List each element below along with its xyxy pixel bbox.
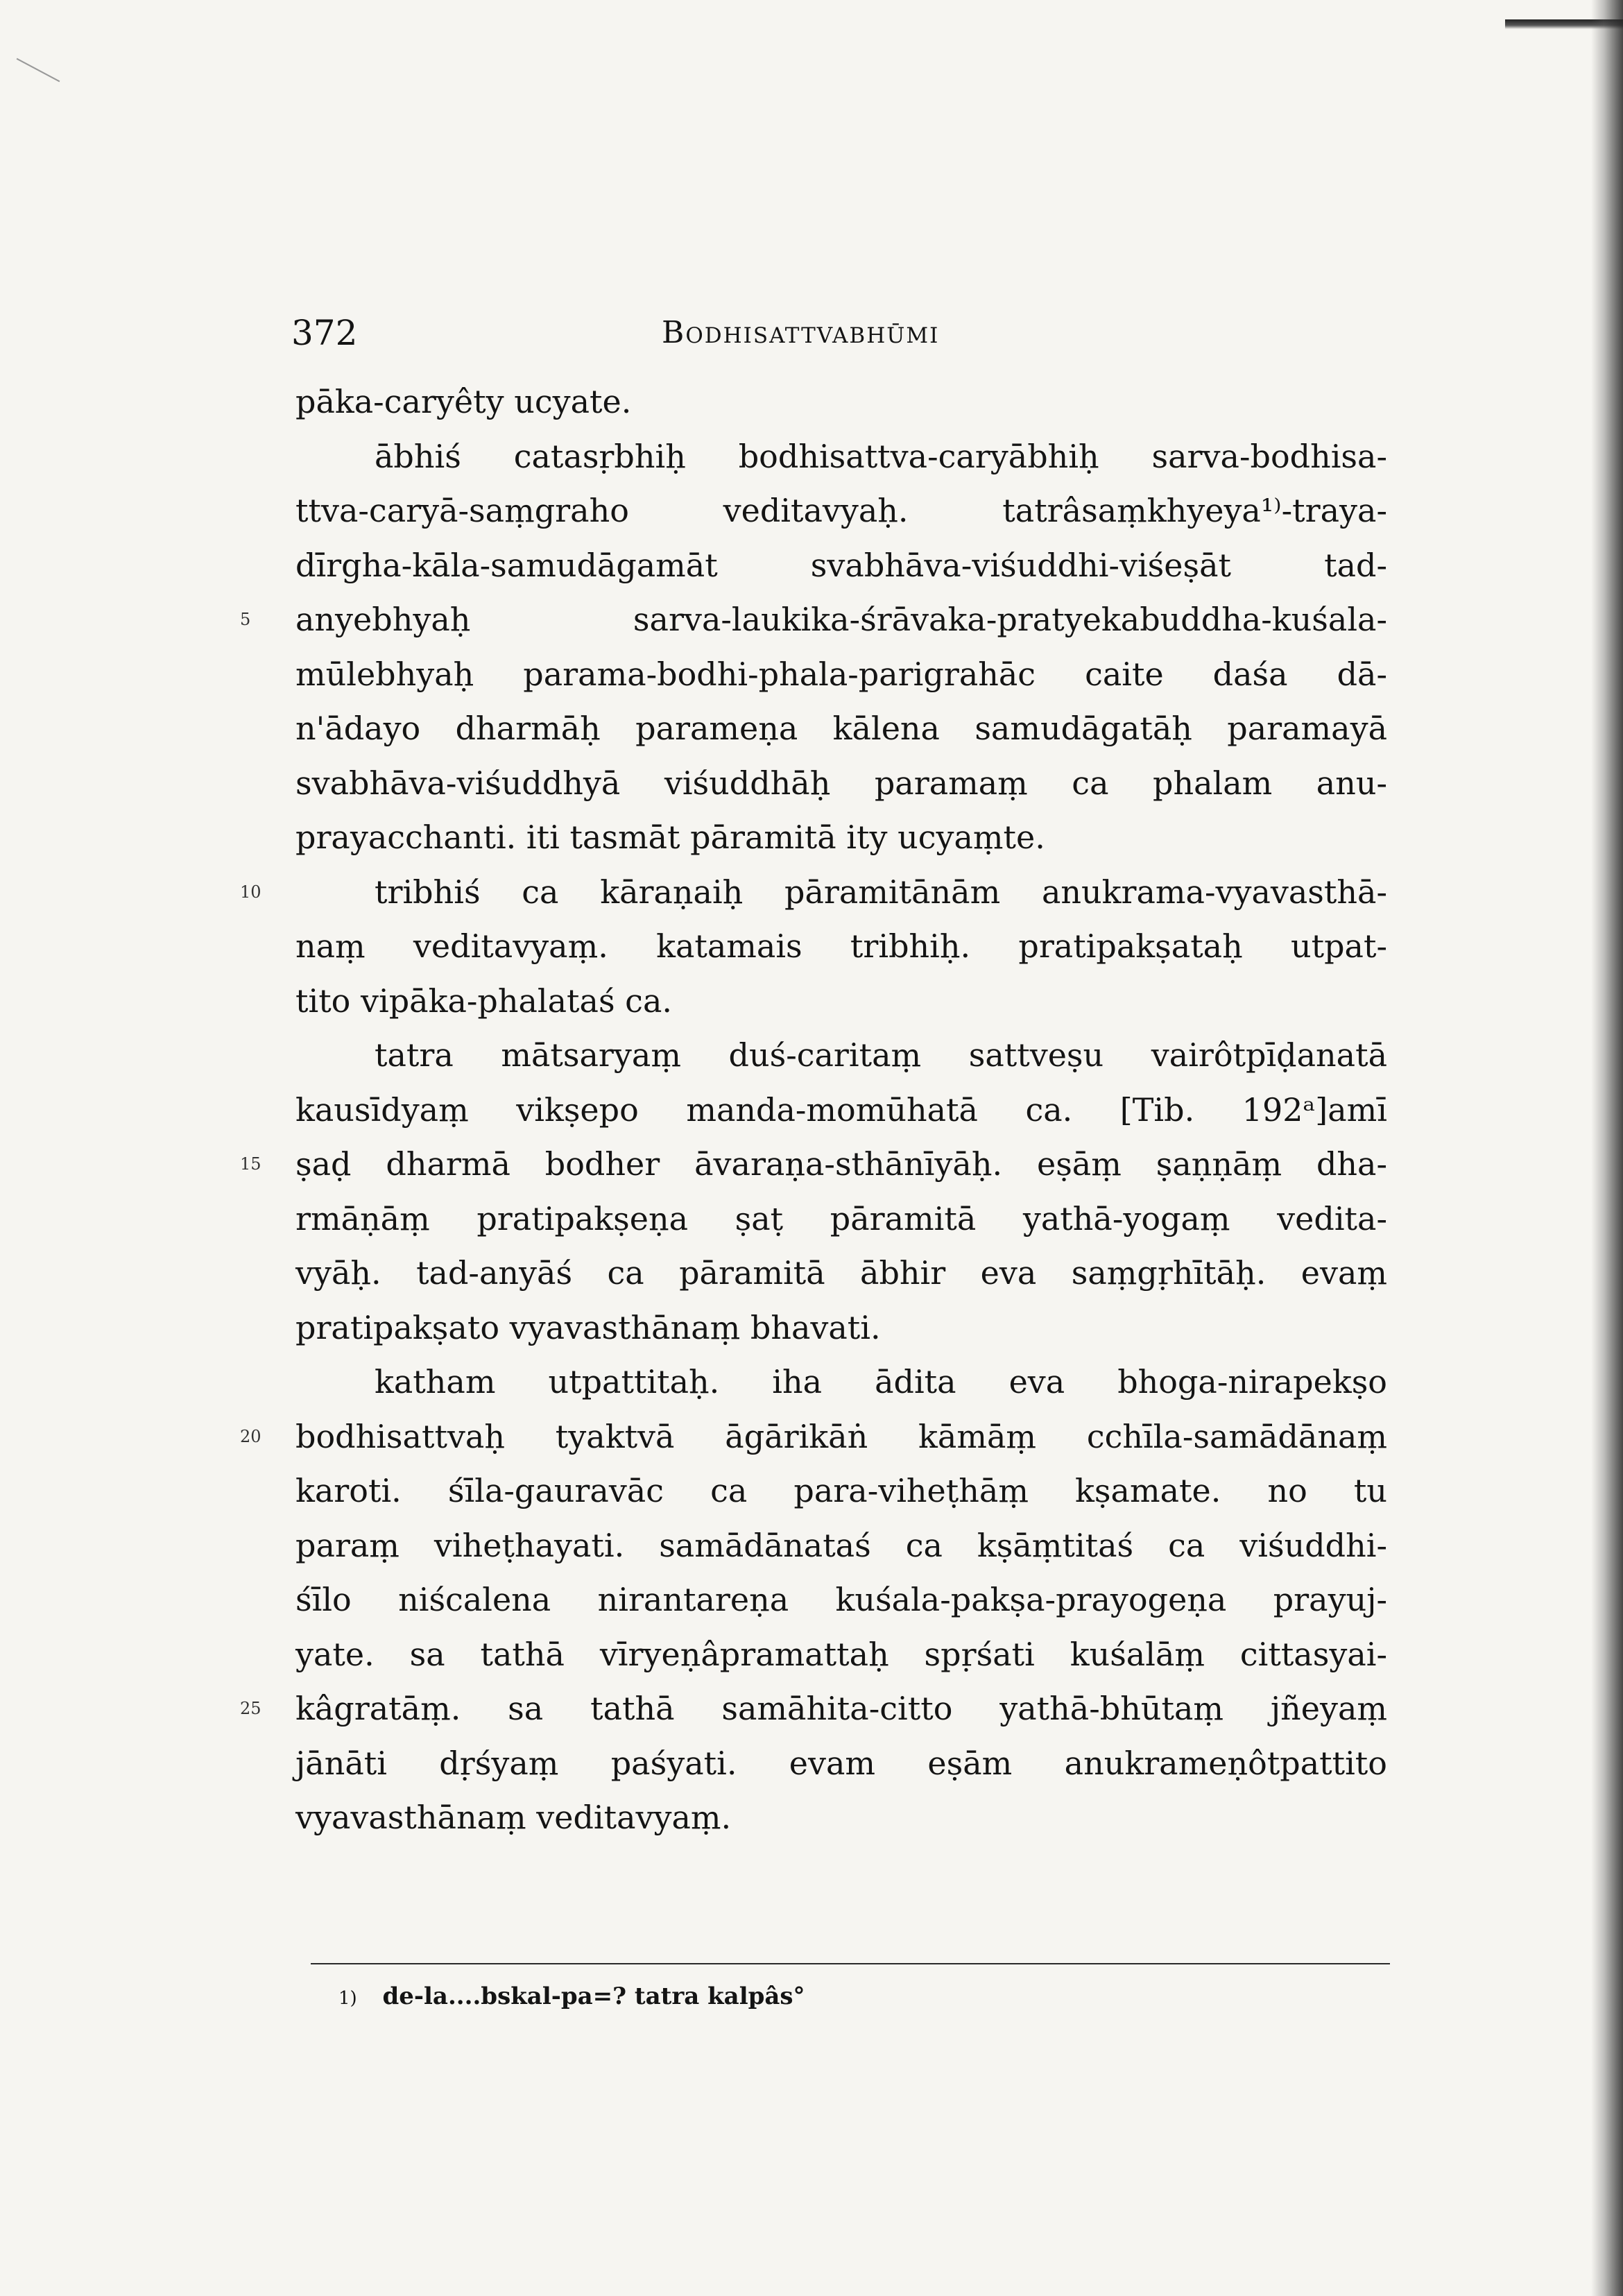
text-line: [295, 1192, 1387, 1246]
line-text: pāka-caryêty ucyate.: [295, 383, 632, 420]
text-line: [295, 1083, 1387, 1138]
line-text: tribhiś ca kāraṇaiḥ pāramitānām anukrama-vyavasthā-: [375, 873, 1387, 911]
line-text: bodhisattvaḥ tyaktvā āgārikāṅ kāmāṃ cchīla-samādānaṃ: [295, 1417, 1387, 1455]
line-text: śīlo niścalena nirantareṇa kuśala-pakṣa-prayogeṇa prayuj-: [295, 1581, 1387, 1618]
page-number: 372: [291, 313, 358, 353]
line-text: pratipakṣato vyavasthānaṃ bhavati.: [295, 1308, 881, 1346]
text-line: [295, 1464, 1387, 1518]
text-line: [295, 1028, 1387, 1083]
text-line: [295, 756, 1387, 811]
line-text: n'ādayo dharmāḥ parameṇa kālena samudāgatāḥ paramayā: [295, 710, 1387, 747]
text-line: [295, 1736, 1387, 1791]
text-line: [295, 1627, 1387, 1682]
line-text: anyebhyaḥ sarva-laukika-śrāvaka-pratyekabuddha-kuśala-: [295, 601, 1387, 638]
footnote-text: de-la....bskal-pa=? tatra kalpâs°: [382, 1982, 805, 2010]
scan-mark: [17, 58, 60, 83]
text-line: [295, 810, 1387, 865]
text-line: [295, 375, 1387, 429]
line-text: vyāḥ. tad-anyāś ca pāramitā ābhir eva saṃgṛhītāḥ. evaṃ: [295, 1254, 1387, 1292]
text-line: [295, 1518, 1387, 1573]
line-text: svabhāva-viśuddhyā viśuddhāḥ paramaṃ ca phalam anu-: [295, 764, 1387, 802]
text-line: [295, 974, 1387, 1029]
text-line: [295, 701, 1387, 756]
page-header: [291, 305, 1401, 361]
line-text: ṣaḍ dharmā bodher āvaraṇa-sthānīyāḥ. eṣāṃ ṣaṇṇāṃ dha-: [295, 1145, 1387, 1183]
line-number: 15: [240, 1154, 261, 1174]
running-title: Bodhisattvabhūmi: [662, 315, 940, 350]
body-text: [240, 375, 1387, 1845]
line-text: karoti. śīla-gauravāc ca para-viheṭhāṃ kṣamate. no tu: [295, 1472, 1387, 1509]
line-text: katham utpattitaḥ. iha ādita eva bhoga-nirapekṣo: [375, 1363, 1387, 1400]
text-line: [295, 647, 1387, 702]
text-line: [240, 865, 1387, 920]
footnote-marker: 1): [338, 1988, 357, 2009]
line-number: 25: [240, 1699, 261, 1718]
text-line: [240, 1137, 1387, 1192]
text-line: [295, 1246, 1387, 1301]
line-text: jānāti dṛśyaṃ paśyati. evam eṣām anukrameṇôtpattito: [295, 1744, 1387, 1782]
line-text: naṃ veditavyaṃ. katamais tribhiḥ. pratipakṣataḥ utpat-: [295, 927, 1387, 965]
line-text: mūlebhyaḥ parama-bodhi-phala-parigrahāc caite daśa dā-: [295, 655, 1387, 693]
text-line: [240, 1681, 1387, 1736]
line-number: 5: [240, 610, 251, 629]
line-text: prayacchanti. iti tasmāt pāramitā ity ucyaṃte.: [295, 819, 1045, 856]
line-text: rmāṇāṃ pratipakṣeṇa ṣaṭ pāramitā yathā-yogaṃ vedita-: [295, 1199, 1387, 1237]
line-text: vyavasthānaṃ veditavyaṃ.: [295, 1799, 732, 1836]
line-text: dīrgha-kāla-samudāgamāt svabhāva-viśuddhi-viśeṣāt tad-: [295, 546, 1387, 584]
text-line: [240, 592, 1387, 647]
line-text: ābhiś catasṛbhiḥ bodhisattva-caryābhiḥ sarva-bodhisa-: [375, 437, 1387, 475]
line-number: 20: [240, 1426, 261, 1446]
line-text: yate. sa tathā vīryeṇâpramattaḥ spṛśati kuśalāṃ cittasyai-: [295, 1635, 1387, 1673]
line-text: paraṃ viheṭhayati. samādānataś ca kṣāṃtitaś ca viśuddhi-: [295, 1526, 1387, 1564]
text-line: [295, 1355, 1387, 1410]
footnote-rule: [311, 1963, 1390, 1964]
text-line: [295, 919, 1387, 974]
line-text: tito vipāka-phalataś ca.: [295, 982, 672, 1020]
text-line: [295, 429, 1387, 484]
text-line: [295, 1790, 1387, 1845]
line-text: tatra mātsaryaṃ duś-caritaṃ sattveṣu vairôtpīḍanatā: [375, 1036, 1387, 1074]
text-line: [295, 1301, 1387, 1355]
text-line: [295, 1573, 1387, 1627]
text-line: [295, 483, 1387, 538]
line-text: ttva-caryā-saṃgraho veditavyaḥ. tatrâsaṃkhyeya¹⁾-traya-: [295, 492, 1387, 529]
line-text: kausīdyaṃ vikṣepo manda-momūhatā ca. [Tib. 192ᵃ]amī: [295, 1090, 1387, 1129]
scan-edge-shadow-right: [1591, 0, 1623, 2296]
text-line: [295, 538, 1387, 593]
line-text: kâgratāṃ. sa tathā samāhita-citto yathā-bhūtaṃ jñeyaṃ: [295, 1690, 1387, 1727]
footnote: [338, 1976, 1379, 2019]
line-number: 10: [240, 882, 261, 902]
text-line: [240, 1410, 1387, 1464]
